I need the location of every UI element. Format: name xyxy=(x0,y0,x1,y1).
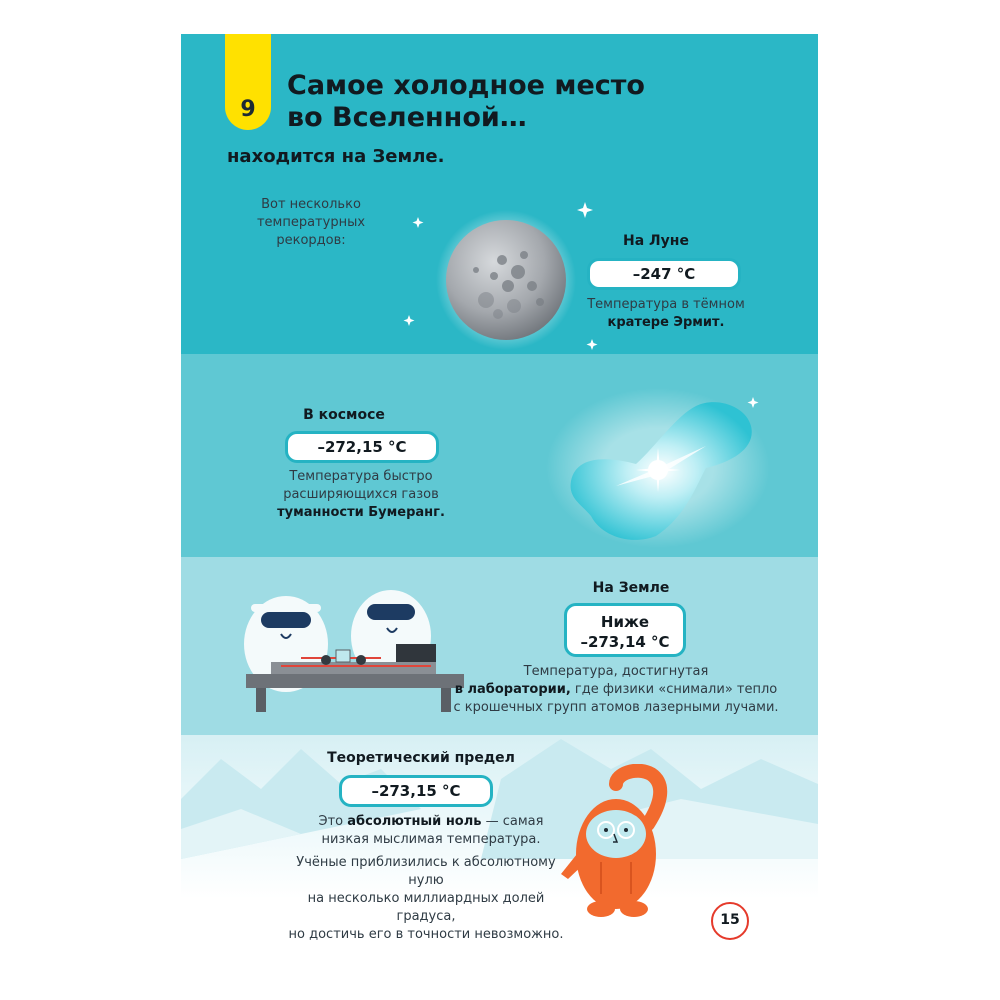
theory-desc-line1: Это абсолютный ноль — самая xyxy=(318,814,544,829)
earth-temperature-line2: –273,14 °С xyxy=(580,633,670,651)
theory-note xyxy=(281,854,571,944)
moon-illustration xyxy=(436,210,576,350)
earth-desc-line2: в лаборатории, где физики «снимали» тепло xyxy=(454,682,778,697)
earth-temperature-line1: Ниже xyxy=(600,613,650,631)
sparkle-icon xyxy=(404,315,415,326)
earth-description xyxy=(451,663,781,717)
moon-desc-line1: Температура в тёмном xyxy=(587,297,745,312)
space-desc-line1: Температура быстро xyxy=(289,469,433,484)
book-page xyxy=(181,34,818,969)
earth-desc-line1: Температура, достигнутая xyxy=(523,664,709,679)
sparkle-icon xyxy=(587,339,598,350)
intro-line1: Вот несколько xyxy=(261,197,361,212)
space-description xyxy=(261,468,461,522)
theory-note-line2: на несколько миллиардных долей градуса, xyxy=(307,891,545,924)
moon-label: На Луне xyxy=(623,233,689,249)
page-title-line1: Самое холодное место xyxy=(287,70,645,101)
moon-desc-bold: кратере Эрмит. xyxy=(607,315,725,330)
intro-line3: рекордов: xyxy=(276,233,346,248)
chapter-number: 9 xyxy=(240,97,256,122)
theory-note-line1: Учёные приблизились к абсолютному нулю xyxy=(296,855,556,888)
theory-desc-line2: низкая мыслимая температура. xyxy=(321,832,541,847)
page-number: 15 xyxy=(711,902,749,940)
moon-temperature-box: –247 °С xyxy=(587,258,741,290)
page-subtitle: находится на Земле. xyxy=(227,146,445,167)
lab-scientists-illustration xyxy=(241,574,471,714)
earth-temperature-box xyxy=(564,603,686,657)
earth-label: На Земле xyxy=(592,580,670,596)
theory-temperature-box: –273,15 °С xyxy=(339,775,493,807)
intro-line2: температурных xyxy=(256,215,366,230)
space-desc-line2: расширяющихся газов xyxy=(283,487,439,502)
sparkle-icon xyxy=(413,217,424,228)
boomerang-nebula-illustration xyxy=(546,386,771,551)
space-desc-bold: туманности Бумеранг. xyxy=(277,505,445,520)
moon-description xyxy=(561,296,771,332)
theory-label: Теоретический предел xyxy=(327,750,515,766)
theory-note-line3: но достичь его в точности невозможно. xyxy=(288,927,564,942)
sparkle-icon xyxy=(577,202,593,218)
space-temperature-box: –272,15 °С xyxy=(285,431,439,463)
page-title-line2: во Вселенной… xyxy=(287,102,527,133)
space-label: В космосе xyxy=(303,407,385,423)
theory-description xyxy=(291,813,571,849)
astronaut-illustration xyxy=(556,764,696,919)
earth-desc-line3: с крошечных групп атомов лазерными лучами. xyxy=(453,700,779,715)
